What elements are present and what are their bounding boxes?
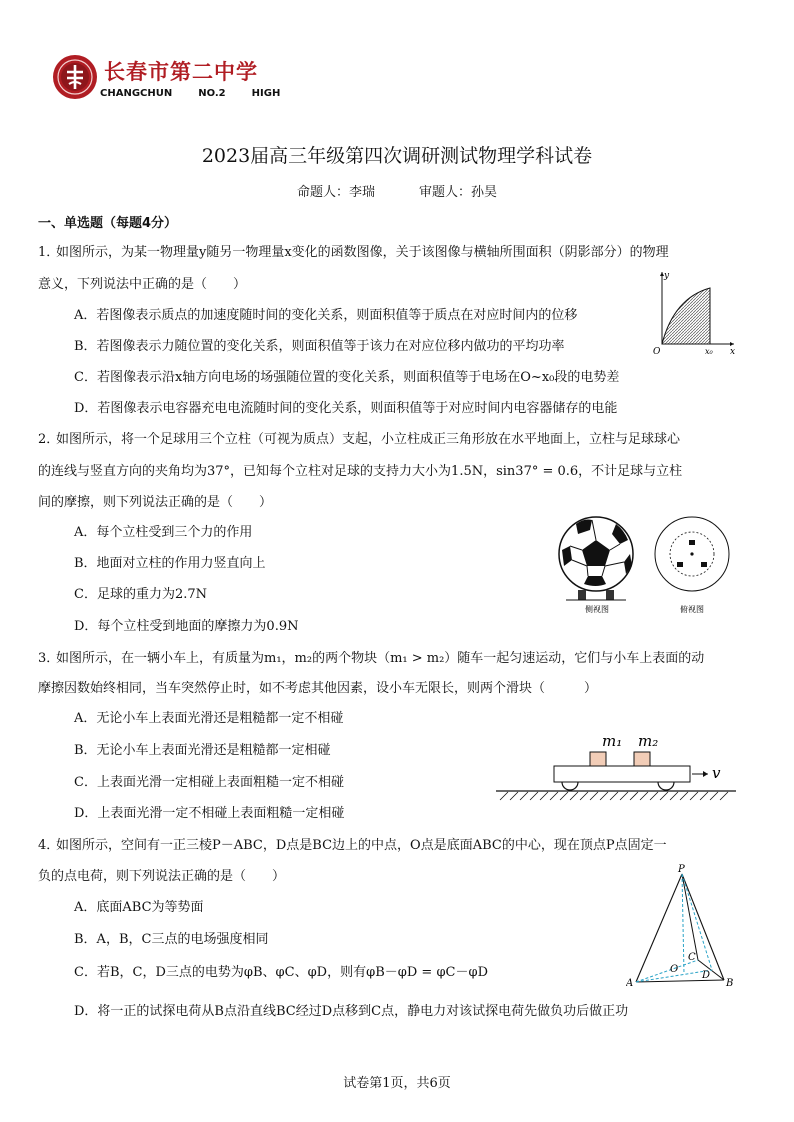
q3-option-b: B．无论小车上表面光滑还是粗糙都一定相碰: [74, 743, 331, 758]
setter: 命题人：李瑞: [296, 185, 375, 200]
q4-option-d: D．将一正的试探电荷从B点沿直线BC经过D点移到C点，静电力对该试探电荷先做负功后做正功: [74, 1004, 629, 1019]
m2-label: m₂: [638, 732, 659, 750]
q4-option-c: C．若B，C，D三点的电势为φB、φC、φD，则有φB－φD = φC－φD: [74, 965, 489, 980]
question-3-stem: 3．如图所示，在一辆小车上，有质量为m₁，m₂的两个物块（m₁ > m₂）随车一起匀速运动，它们与小车上表面的动: [38, 651, 705, 666]
football-top-view: [655, 517, 729, 591]
q1-x0-label: x₀: [705, 347, 713, 354]
q2-option-c: C．足球的重力为2.7N: [74, 587, 207, 602]
q3-option-d: D．上表面光滑一定不相碰上表面粗糙一定相碰: [74, 806, 345, 821]
q2-option-d: D．每个立柱受到地面的摩擦力为0.9N: [74, 619, 299, 634]
q4-pyramid-figure: [626, 862, 738, 990]
vertex-p-label: P: [678, 864, 685, 875]
q3-option-c: C．上表面光滑一定相碰上表面粗糙一定不相碰: [74, 775, 344, 790]
q1-option-a: A．若图像表示质点的加速度随时间的变化关系，则面积值等于质点在对应时间内的位移: [74, 308, 578, 323]
vertex-c-label: C: [688, 952, 696, 963]
q4-option-a: A．底面ABC为等势面: [74, 900, 204, 915]
page-footer: 试卷第1页，共6页: [343, 1076, 451, 1091]
section-heading: 一、单选题（每题4分）: [38, 216, 178, 231]
q3-cart-figure: [492, 726, 742, 802]
school-logo: [52, 54, 282, 106]
school-name-en: CHANGCHUN NO.2 HIGH: [100, 88, 281, 99]
q1-option-d: D．若图像表示电容器充电电流随时间的变化关系，则面积值等于对应时间内电容器储存的电能: [74, 401, 618, 416]
question-2-stem-2: 的连线与竖直方向的夹角均为37°，已知每个立柱对足球的支持力大小为1.5N，sin37° = 0.6，不计足球与立柱: [38, 464, 683, 479]
question-4-stem: 4．如图所示，空间有一正三棱P－ABC，D点是BC边上的中点，O点是底面ABC的中心，现在顶点P点固定一: [38, 838, 667, 853]
q3-option-a: A．无论小车上表面光滑还是粗糙都一定不相碰: [74, 711, 344, 726]
page-title: 2023届高三年级第四次调研测试物理学科试卷: [201, 145, 593, 167]
question-1-stem: 1．如图所示，为某一物理量y随另一物理量x变化的函数图像，关于该图像与横轴所围面积（阴影部分）的物理: [38, 245, 669, 260]
side-view-label: 侧视图: [585, 605, 609, 614]
q1-origin-label: O: [653, 347, 661, 354]
q1-y-label: y: [664, 271, 670, 281]
q1-option-b: B．若图像表示力随位置的变化关系，则面积值等于该力在对应位移内做功的平均功率: [74, 339, 565, 354]
q1-x-label: x: [730, 347, 736, 354]
q1-graph-figure: [648, 268, 740, 354]
authors: [0, 181, 794, 200]
q1-option-c: C．若图像表示沿x轴方向电场的场强随位置的变化关系，则面积值等于电场在O~x₀段的电势差: [74, 370, 620, 385]
point-o-label: O: [670, 964, 679, 975]
question-2-stem: 2．如图所示，将一个足球用三个立柱（可视为质点）支起，小立柱成正三角形放在水平地面上，立柱与足球球心: [38, 432, 681, 447]
vertex-a-label: A: [626, 978, 634, 989]
q4-option-b: B．A，B，C三点的电场强度相同: [74, 932, 269, 947]
question-4-stem-2: 负的点电荷，则下列说法正确的是（ ）: [38, 869, 286, 884]
velocity-label: v: [712, 764, 721, 782]
question-1-stem-2: 意义，下列说法中正确的是（ ）: [38, 277, 247, 292]
football-side-view: [559, 517, 633, 600]
school-emblem-icon: [52, 54, 98, 100]
reviewer: 审题人：孙昊: [419, 185, 498, 200]
m1-label: m₁: [602, 732, 623, 750]
question-2-stem-3: 间的摩擦，则下列说法正确的是（ ）: [38, 495, 273, 510]
top-view-label: 俯视图: [680, 605, 704, 614]
question-3-stem-2: 摩擦因数始终相同，当车突然停止时，如不考虑其他因素，设小车无限长，则两个滑块（ ）: [38, 681, 598, 696]
point-d-label: D: [702, 970, 711, 981]
q2-football-figure: [558, 510, 734, 614]
q2-option-a: A．每个立柱受到三个力的作用: [74, 525, 253, 540]
q2-option-b: B．地面对立柱的作用力竖直向上: [74, 556, 266, 571]
school-name-cn: 长春市第二中学: [104, 60, 258, 84]
vertex-b-label: B: [726, 978, 734, 989]
